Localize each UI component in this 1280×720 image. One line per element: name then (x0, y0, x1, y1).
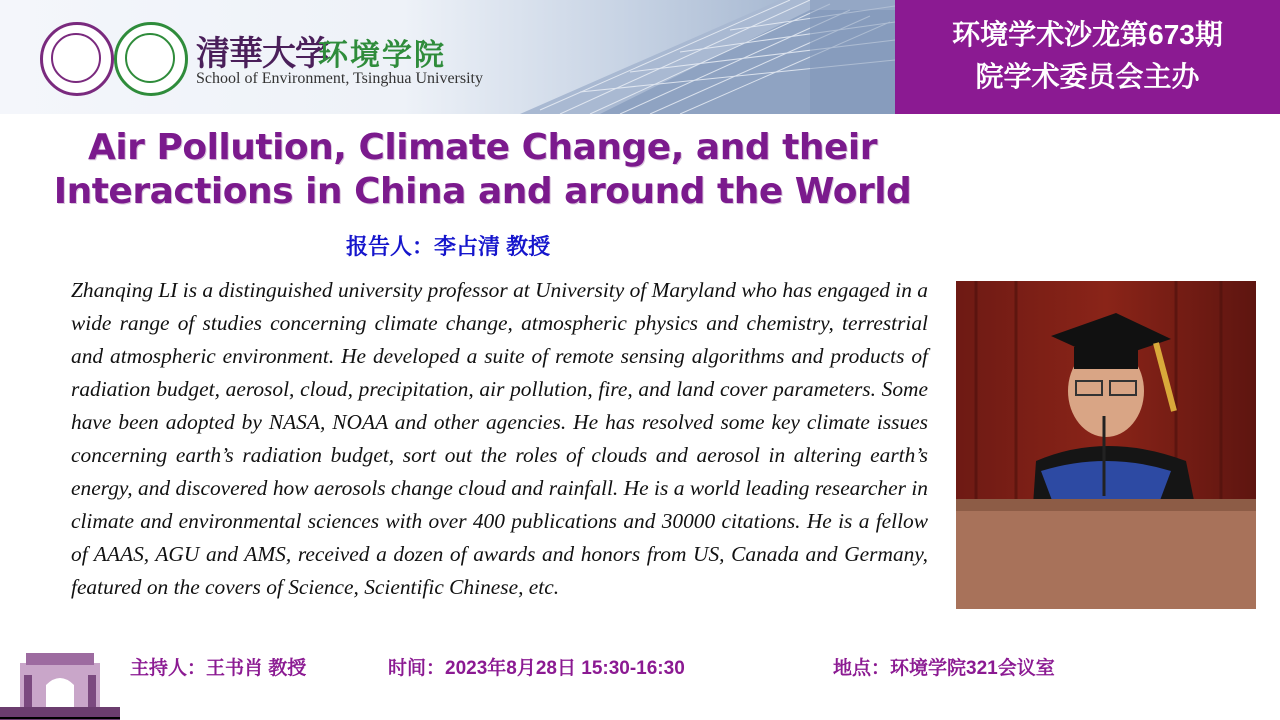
speaker-name: 报告人：李占清 教授 (346, 234, 551, 259)
speaker-photo (956, 281, 1256, 609)
salon-issue: 环境学术沙龙第673期 (952, 19, 1223, 50)
speaker-bio: Zhanqing LI is a distinguished university professor at University of Maryland who has engaged in a wide range of studies concerning climate change, atmospheric physics and chemistry, terrestrial and atmospheric environment. He developed a suite of remote sensing algorithms and products of radiation budget, aerosol, cloud, precipitation, air pollution, fire, and land cover parameters. Some have been adopted by NASA, NOAA and other agencies. He has resolved some key climate issues concerning earth’s radiation budget, sort out the roles of clouds and aerosol in altering earth’s energy, and discovered how aerosols change cloud and rainfall. He is a world leading researcher in climate and environmental sciences with over 400 publications and 30000 citations. He is a fellow of AAAS, AGU and AMS, received a dozen of awards and honors from US, Canada and Germany, featured on the covers of Science, Scientific Chinese, etc. (71, 278, 928, 599)
salon-organizer: 院学术委员会主办 (975, 61, 1200, 92)
place-info: 地点：环境学院321会议室 (833, 658, 1055, 679)
department-name-cn: 环境学院 (318, 39, 446, 72)
salon-banner (895, 0, 1280, 114)
host-info: 主持人：王书肖 教授 (130, 658, 307, 679)
university-name-cn: 清華大学 (196, 34, 328, 74)
environment-school-logo-icon (114, 22, 188, 96)
talk-title (40, 126, 925, 214)
talk-title-line2: Interactions in China and around the World (53, 171, 912, 212)
building-photo (480, 0, 895, 114)
tsinghua-seal-icon (40, 22, 114, 96)
tsinghua-gate-icon (0, 645, 120, 720)
school-name-en: School of Environment, Tsinghua University (196, 70, 483, 87)
time-info: 时间：2023年8月28日 15:30-16:30 (388, 658, 685, 679)
header-banner (0, 0, 895, 114)
talk-title-line1: Air Pollution, Climate Change, and their (87, 127, 878, 168)
